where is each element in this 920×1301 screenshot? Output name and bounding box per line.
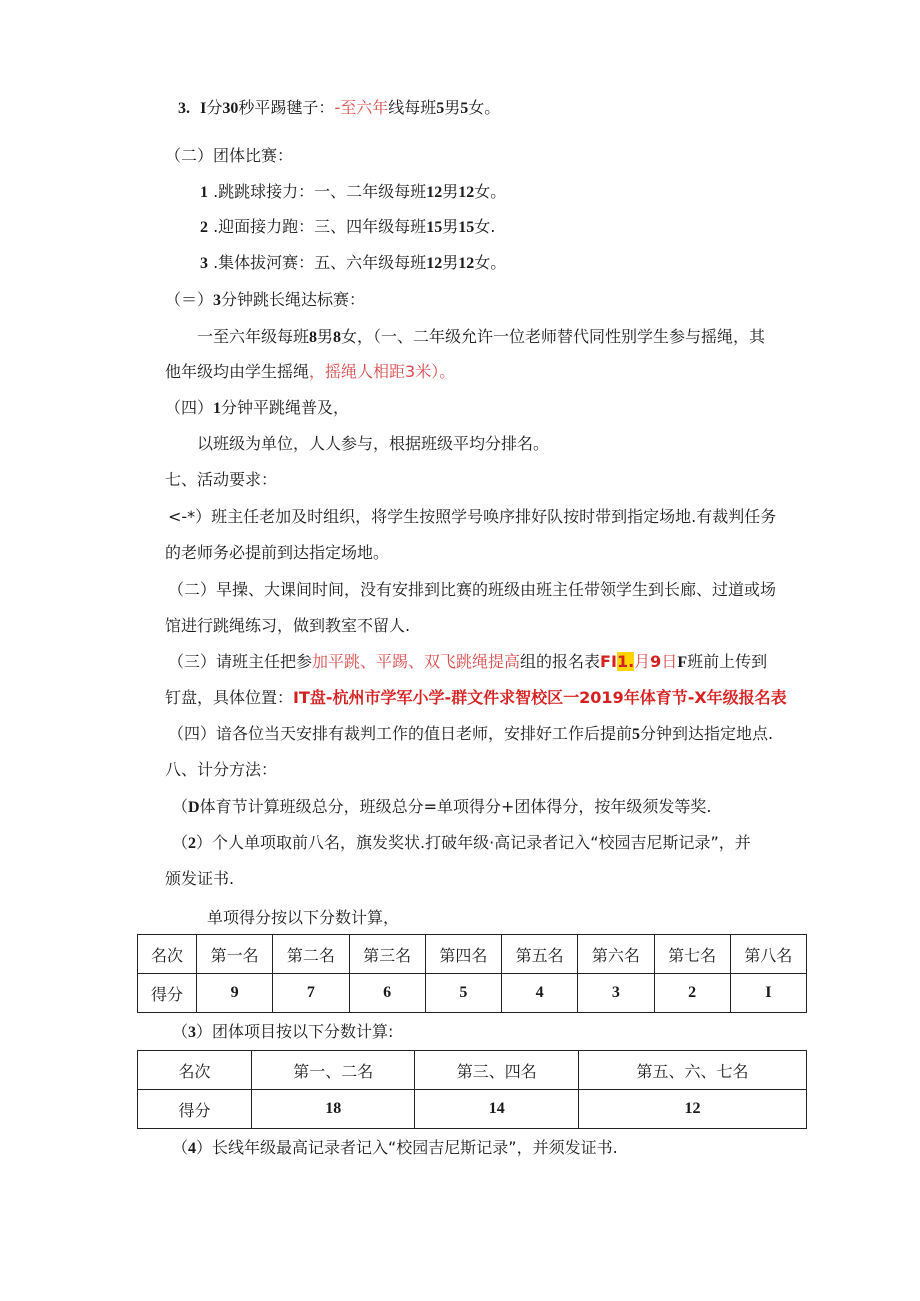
text: 男 bbox=[442, 253, 459, 272]
text: D bbox=[188, 799, 200, 816]
text: 。 bbox=[439, 362, 456, 381]
text: 30 bbox=[222, 100, 239, 117]
rank-cell: 第三名 bbox=[349, 935, 425, 974]
score-cell: 4 bbox=[502, 974, 578, 1013]
section-heading-team: （二）团体比赛： bbox=[165, 146, 294, 165]
text: 男 bbox=[442, 182, 459, 201]
text: 体育节计算班级总分，班级总分=单项得分+团体得分，按年级须发等奖. bbox=[199, 797, 712, 816]
text: 女，（一、二年级允许一位老师替代同性别学生参与摇绳，其 bbox=[341, 327, 766, 346]
table-row bbox=[138, 1051, 807, 1090]
team-score-table bbox=[137, 1050, 807, 1129]
paragraph-line: 以班级为单位，人人参与，根据班级平均分排名。 bbox=[197, 434, 550, 453]
rank-cell: 第七名 bbox=[654, 935, 730, 974]
table-row bbox=[138, 1090, 807, 1129]
text: 5 bbox=[632, 726, 641, 743]
header-cell: 名次 bbox=[138, 1051, 252, 1090]
text: 8 bbox=[309, 329, 318, 346]
text: 8 bbox=[333, 329, 342, 346]
rank-cell: 第三、四名 bbox=[415, 1051, 578, 1090]
item-number: 1 bbox=[200, 184, 208, 201]
score-cell: 9 bbox=[197, 974, 273, 1013]
text: 线每班 bbox=[388, 98, 437, 117]
team-item-3 bbox=[200, 253, 506, 274]
rank-cell: 第一、二名 bbox=[252, 1051, 415, 1090]
score-cell: 14 bbox=[415, 1090, 578, 1129]
text: （三）请班主任把参 bbox=[168, 652, 313, 671]
table-row bbox=[138, 974, 807, 1013]
text: 5 bbox=[436, 100, 445, 117]
item-number: 3. bbox=[178, 100, 190, 117]
text: 15 bbox=[426, 219, 443, 236]
paragraph-line bbox=[168, 724, 773, 745]
text: （ bbox=[172, 833, 189, 852]
text: 12 bbox=[426, 255, 443, 272]
text: （ bbox=[172, 1022, 189, 1041]
text: （＝） bbox=[165, 290, 214, 309]
text: 分钟跳长绳达标赛： bbox=[221, 290, 366, 309]
text: 12 bbox=[458, 184, 475, 201]
rank-cell: 第一名 bbox=[197, 935, 273, 974]
score-cell: 2 bbox=[654, 974, 730, 1013]
score-cell: 6 bbox=[349, 974, 425, 1013]
paragraph-line: （二）早操、大课间时间，没有安排到比赛的班级由班主任带领学生到长廊、过道或场 bbox=[168, 580, 777, 599]
paragraph-line bbox=[172, 833, 751, 854]
table-caption: 单项得分按以下分数计算， bbox=[207, 908, 400, 927]
paragraph-line bbox=[165, 362, 455, 382]
score-cell: 5 bbox=[425, 974, 501, 1013]
header-cell: 得分 bbox=[138, 1090, 252, 1129]
date-text: 日 bbox=[661, 652, 678, 671]
text: 1 bbox=[213, 400, 222, 417]
highlight-text: ，摇绳人相距3米） bbox=[309, 362, 440, 381]
text: 一至六年级每班 bbox=[197, 327, 310, 346]
paragraph-line bbox=[172, 797, 711, 818]
text: 分钟到达指定地点. bbox=[640, 724, 774, 743]
paragraph-line bbox=[197, 327, 765, 348]
score-cell: I bbox=[730, 974, 806, 1013]
text: （四）谙各位当天安排有裁判工作的值日老师，安排好工作后提前 bbox=[168, 724, 633, 743]
text: 3 bbox=[188, 1024, 197, 1041]
text: 女。 bbox=[468, 98, 501, 117]
file-path: IT盘-杭州市学军小学-群文件求智校区一2019年体育节-X年级报名表 bbox=[293, 688, 787, 707]
text: 2 bbox=[188, 835, 197, 852]
team-item-1 bbox=[200, 182, 506, 203]
text: 12 bbox=[458, 255, 475, 272]
text: 男 bbox=[442, 217, 459, 236]
rank-cell: 第四名 bbox=[425, 935, 501, 974]
text: 3 bbox=[213, 292, 222, 309]
text: ）个人单项取前八名，旗发奖状.打破年级·高记录者记入“校园吉尼斯记录”，并 bbox=[196, 833, 751, 852]
score-cell: 18 bbox=[252, 1090, 415, 1129]
text: 女。 bbox=[474, 253, 507, 272]
item-shuttlecock bbox=[178, 98, 500, 119]
highlight-text: -至六年 bbox=[334, 98, 389, 117]
text: 分 bbox=[206, 98, 223, 117]
item-number: 2 bbox=[200, 219, 208, 236]
score-cell: 12 bbox=[578, 1090, 806, 1129]
text: I bbox=[200, 100, 207, 117]
text: 班前上传到 bbox=[687, 652, 768, 671]
rank-cell: 第六名 bbox=[578, 935, 654, 974]
heading-requirements: 七、活动要求： bbox=[165, 470, 278, 489]
table-row bbox=[138, 935, 807, 974]
date-text: 月 bbox=[634, 652, 651, 671]
text: 分钟平跳绳普及， bbox=[221, 398, 350, 417]
text: 女. bbox=[474, 217, 496, 236]
item-number: 3 bbox=[200, 255, 208, 272]
text: 组的报名表 bbox=[520, 652, 601, 671]
text: 15 bbox=[458, 219, 475, 236]
text: 5 bbox=[460, 100, 469, 117]
paragraph-line bbox=[165, 688, 787, 708]
text: （四） bbox=[165, 398, 214, 417]
text: 男 bbox=[444, 98, 461, 117]
rank-cell: 第八名 bbox=[730, 935, 806, 974]
text: 钉盘，具体位置： bbox=[165, 688, 294, 707]
paragraph-line bbox=[172, 1022, 393, 1043]
text: 秒平踢毽子： bbox=[238, 98, 335, 117]
date-text: 9 bbox=[650, 652, 662, 671]
text: .跳跳球接力：一、二年级每班 bbox=[213, 182, 427, 201]
score-cell: 3 bbox=[578, 974, 654, 1013]
text: 4 bbox=[188, 1140, 197, 1157]
text: 12 bbox=[426, 184, 443, 201]
paragraph-line bbox=[168, 652, 767, 673]
highlighted-date: 1. bbox=[616, 652, 635, 671]
paragraph-line: 颁发证书. bbox=[165, 869, 235, 888]
text: ）长线年级最高记录者记入“校园吉尼斯记录”，并须发证书. bbox=[196, 1138, 618, 1157]
section-heading-long-rope bbox=[165, 290, 365, 311]
rank-cell: 第五名 bbox=[502, 935, 578, 974]
text: .集体拔河赛：五、六年级每班 bbox=[213, 253, 427, 272]
text: 女。 bbox=[474, 182, 507, 201]
paragraph-line bbox=[172, 1138, 618, 1159]
text: F bbox=[677, 654, 688, 671]
header-cell: 得分 bbox=[138, 974, 197, 1013]
text: （ bbox=[172, 1138, 189, 1157]
team-item-2 bbox=[200, 217, 495, 238]
paragraph-line: 的老师务必提前到达指定场地。 bbox=[165, 543, 390, 562]
heading-scoring: 八、计分方法： bbox=[165, 760, 278, 779]
highlight-text: 加平跳、平踢、双飞跳绳提高 bbox=[312, 652, 521, 671]
paragraph-line: <-*）班主任老加及时组织，将学生按照学号唤序排好队按时带到指定场地.有裁判任务 bbox=[168, 507, 777, 526]
score-cell: 7 bbox=[273, 974, 349, 1013]
text: 男 bbox=[317, 327, 334, 346]
single-score-table bbox=[137, 934, 807, 1013]
rank-cell: 第五、六、七名 bbox=[578, 1051, 806, 1090]
text: .迎面接力跑：三、四年级每班 bbox=[213, 217, 427, 236]
paragraph-line: 馆进行跳绳练习，做到教室不留人. bbox=[165, 616, 411, 635]
text: （ bbox=[172, 797, 189, 816]
text: ）团体项目按以下分数计算: bbox=[196, 1022, 394, 1041]
date-text: FI bbox=[600, 652, 617, 671]
header-cell: 名次 bbox=[138, 935, 197, 974]
text: 他年级均由学生摇绳 bbox=[165, 362, 310, 381]
section-heading-jump-rope bbox=[165, 398, 349, 419]
rank-cell: 第二名 bbox=[273, 935, 349, 974]
